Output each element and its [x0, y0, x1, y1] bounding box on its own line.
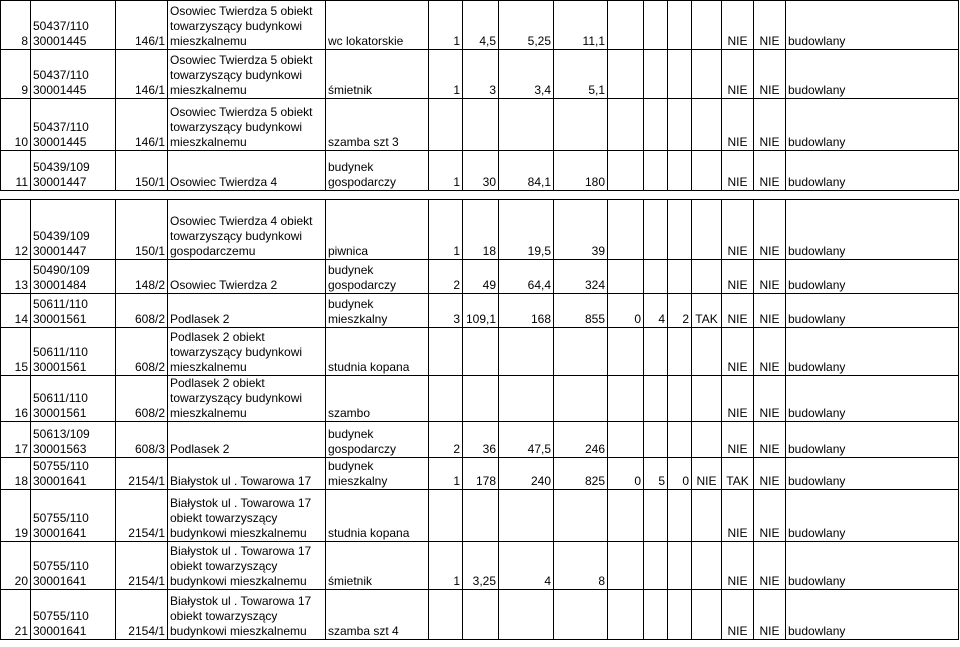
built-area-cell: 3,25 — [463, 542, 499, 590]
storeys-cell: 2 — [429, 260, 463, 294]
cubature-cell: 855 — [554, 294, 608, 328]
storeys-cell: 1 — [429, 50, 463, 99]
flag-f-cell: NIE — [754, 328, 786, 376]
flag-e-cell: NIE — [722, 1, 754, 50]
flag-d-cell — [692, 200, 722, 260]
land-register-cell: 50437/110 30001445 — [31, 99, 116, 151]
built-area-cell — [463, 590, 499, 640]
row-number: 19 — [1, 490, 31, 542]
address-cell: Podlasek 2 — [168, 294, 326, 328]
row-number: 18 — [1, 458, 31, 490]
usable-area-cell: 64,4 — [499, 260, 554, 294]
usable-area-cell: 3,4 — [499, 50, 554, 99]
parcel-cell: 150/1 — [116, 200, 168, 260]
table-row — [1, 50, 959, 99]
table-row — [1, 590, 959, 640]
flag-e-cell: NIE — [722, 490, 754, 542]
row-number: 15 — [1, 328, 31, 376]
parcel-cell: 608/3 — [116, 422, 168, 458]
flag-d-cell — [692, 590, 722, 640]
cubature-cell — [554, 328, 608, 376]
building-type-cell: budynek mieszkalny — [326, 458, 429, 490]
row-number: 20 — [1, 542, 31, 590]
land-register-cell: 50439/109 30001447 — [31, 200, 116, 260]
cubature-cell: 39 — [554, 200, 608, 260]
storeys-cell: 1 — [429, 542, 463, 590]
value-b-cell — [644, 542, 668, 590]
address-cell: Podlasek 2 obiekt towarzyszący budynkowi mieszkalnemu — [168, 328, 326, 376]
flag-e-cell: NIE — [722, 328, 754, 376]
flag-e-cell: NIE — [722, 422, 754, 458]
status-cell: budowlany — [786, 200, 959, 260]
value-b-cell — [644, 590, 668, 640]
flag-e-cell: NIE — [722, 376, 754, 422]
usable-area-cell: 84,1 — [499, 151, 554, 191]
built-area-cell: 3 — [463, 50, 499, 99]
parcel-cell: 150/1 — [116, 151, 168, 191]
building-type-cell: szambo — [326, 376, 429, 422]
cubature-cell — [554, 99, 608, 151]
table-row — [1, 328, 959, 376]
built-area-cell: 36 — [463, 422, 499, 458]
built-area-cell: 178 — [463, 458, 499, 490]
flag-f-cell: NIE — [754, 590, 786, 640]
table-row — [1, 458, 959, 490]
table-row — [1, 260, 959, 294]
row-number: 10 — [1, 99, 31, 151]
status-cell: budowlany — [786, 50, 959, 99]
value-a-cell — [608, 328, 644, 376]
storeys-cell — [429, 376, 463, 422]
value-b-cell — [644, 376, 668, 422]
parcel-cell: 608/2 — [116, 376, 168, 422]
value-c-cell: 0 — [668, 458, 692, 490]
status-cell: budowlany — [786, 376, 959, 422]
row-number: 12 — [1, 200, 31, 260]
row-number: 21 — [1, 590, 31, 640]
cubature-cell: 5,1 — [554, 50, 608, 99]
built-area-cell — [463, 376, 499, 422]
row-number: 13 — [1, 260, 31, 294]
property-table-bottom — [0, 199, 959, 640]
value-a-cell — [608, 1, 644, 50]
building-type-cell: wc lokatorskie — [326, 1, 429, 50]
value-a-cell: 0 — [608, 294, 644, 328]
value-c-cell — [668, 99, 692, 151]
value-a-cell — [608, 151, 644, 191]
flag-d-cell — [692, 422, 722, 458]
land-register-cell: 50490/109 30001484 — [31, 260, 116, 294]
address-cell: Osowiec Twierdza 5 obiekt towarzyszący budynkowi mieszkalnemu — [168, 50, 326, 99]
flag-d-cell — [692, 151, 722, 191]
flag-e-cell: NIE — [722, 542, 754, 590]
usable-area-cell: 19,5 — [499, 200, 554, 260]
value-c-cell — [668, 490, 692, 542]
land-register-cell: 50755/110 30001641 — [31, 490, 116, 542]
row-number: 11 — [1, 151, 31, 191]
value-a-cell — [608, 50, 644, 99]
land-register-cell: 50613/109 30001563 — [31, 422, 116, 458]
flag-e-cell: NIE — [722, 260, 754, 294]
value-b-cell — [644, 200, 668, 260]
land-register-cell: 50755/110 30001641 — [31, 542, 116, 590]
usable-area-cell: 4 — [499, 542, 554, 590]
value-c-cell — [668, 151, 692, 191]
flag-f-cell: NIE — [754, 458, 786, 490]
value-a-cell — [608, 490, 644, 542]
storeys-cell: 1 — [429, 1, 463, 50]
storeys-cell: 2 — [429, 422, 463, 458]
usable-area-cell — [499, 328, 554, 376]
table-row — [1, 376, 959, 422]
value-c-cell: 2 — [668, 294, 692, 328]
land-register-cell: 50611/110 30001561 — [31, 294, 116, 328]
value-b-cell — [644, 50, 668, 99]
usable-area-cell: 168 — [499, 294, 554, 328]
flag-f-cell: NIE — [754, 200, 786, 260]
address-cell: Osowiec Twierdza 2 — [168, 260, 326, 294]
building-type-cell: budynek gospodarczy — [326, 151, 429, 191]
built-area-cell — [463, 328, 499, 376]
value-b-cell — [644, 260, 668, 294]
flag-e-cell: NIE — [722, 50, 754, 99]
flag-f-cell: NIE — [754, 376, 786, 422]
value-a-cell — [608, 542, 644, 590]
cubature-cell: 8 — [554, 542, 608, 590]
flag-f-cell: NIE — [754, 151, 786, 191]
parcel-cell: 146/1 — [116, 99, 168, 151]
status-cell: budowlany — [786, 260, 959, 294]
flag-e-cell: NIE — [722, 151, 754, 191]
row-number: 16 — [1, 376, 31, 422]
address-cell: Osowiec Twierdza 5 obiekt towarzyszący budynkowi mieszkalnemu — [168, 1, 326, 50]
building-type-cell: studnia kopana — [326, 328, 429, 376]
cubature-cell: 246 — [554, 422, 608, 458]
table-row — [1, 151, 959, 191]
parcel-cell: 148/2 — [116, 260, 168, 294]
status-cell: budowlany — [786, 422, 959, 458]
table-row — [1, 99, 959, 151]
building-type-cell: budynek gospodarczy — [326, 422, 429, 458]
cubature-cell — [554, 490, 608, 542]
parcel-cell: 2154/1 — [116, 590, 168, 640]
storeys-cell: 3 — [429, 294, 463, 328]
table-row — [1, 200, 959, 260]
value-c-cell — [668, 422, 692, 458]
flag-f-cell: NIE — [754, 50, 786, 99]
status-cell: budowlany — [786, 590, 959, 640]
value-c-cell — [668, 1, 692, 50]
built-area-cell — [463, 99, 499, 151]
table-row — [1, 294, 959, 328]
row-number: 9 — [1, 50, 31, 99]
value-a-cell — [608, 422, 644, 458]
address-cell: Podlasek 2 obiekt towarzyszący budynkowi mieszkalnemu — [168, 376, 326, 422]
flag-d-cell — [692, 542, 722, 590]
storeys-cell — [429, 99, 463, 151]
flag-d-cell — [692, 260, 722, 294]
usable-area-cell — [499, 490, 554, 542]
cubature-cell: 825 — [554, 458, 608, 490]
land-register-cell: 50437/110 30001445 — [31, 1, 116, 50]
cubature-cell — [554, 590, 608, 640]
value-c-cell — [668, 200, 692, 260]
building-type-cell: studnia kopana — [326, 490, 429, 542]
status-cell: budowlany — [786, 458, 959, 490]
status-cell: budowlany — [786, 328, 959, 376]
status-cell: budowlany — [786, 99, 959, 151]
address-cell: Białystok ul . Towarowa 17 obiekt towarzyszący budynkowi mieszkalnemu — [168, 490, 326, 542]
address-cell: Białystok ul . Towarowa 17 obiekt towarzyszący budynkowi mieszkalnemu — [168, 542, 326, 590]
cubature-cell: 11,1 — [554, 1, 608, 50]
address-cell: Osowiec Twierdza 5 obiekt towarzyszący budynkowi mieszkalnemu — [168, 99, 326, 151]
building-type-cell: budynek mieszkalny — [326, 294, 429, 328]
value-b-cell — [644, 490, 668, 542]
flag-d-cell — [692, 490, 722, 542]
table-row — [1, 490, 959, 542]
parcel-cell: 146/1 — [116, 1, 168, 50]
land-register-cell: 50437/110 30001445 — [31, 50, 116, 99]
flag-f-cell: NIE — [754, 99, 786, 151]
status-cell: budowlany — [786, 1, 959, 50]
flag-d-cell: NIE — [692, 458, 722, 490]
cubature-cell — [554, 376, 608, 422]
value-c-cell — [668, 376, 692, 422]
status-cell: budowlany — [786, 490, 959, 542]
usable-area-cell: 5,25 — [499, 1, 554, 50]
flag-f-cell: NIE — [754, 260, 786, 294]
storeys-cell — [429, 590, 463, 640]
address-cell: Białystok ul . Towarowa 17 obiekt towarzyszący budynkowi mieszkalnemu — [168, 590, 326, 640]
value-b-cell — [644, 422, 668, 458]
address-cell: Białystok ul . Towarowa 17 — [168, 458, 326, 490]
flag-d-cell — [692, 99, 722, 151]
status-cell: budowlany — [786, 294, 959, 328]
value-a-cell: 0 — [608, 458, 644, 490]
flag-e-cell: TAK — [722, 458, 754, 490]
flag-d-cell: TAK — [692, 294, 722, 328]
address-cell: Osowiec Twierdza 4 — [168, 151, 326, 191]
table-row — [1, 542, 959, 590]
built-area-cell: 30 — [463, 151, 499, 191]
value-c-cell — [668, 50, 692, 99]
flag-d-cell — [692, 50, 722, 99]
value-b-cell — [644, 328, 668, 376]
flag-e-cell: NIE — [722, 294, 754, 328]
cubature-cell: 324 — [554, 260, 608, 294]
storeys-cell: 1 — [429, 458, 463, 490]
row-number: 17 — [1, 422, 31, 458]
value-b-cell — [644, 99, 668, 151]
parcel-cell: 2154/1 — [116, 490, 168, 542]
table-row — [1, 1, 959, 50]
value-a-cell — [608, 99, 644, 151]
building-type-cell: szamba szt 3 — [326, 99, 429, 151]
flag-e-cell: NIE — [722, 590, 754, 640]
status-cell: budowlany — [786, 151, 959, 191]
status-cell: budowlany — [786, 542, 959, 590]
address-cell: Osowiec Twierdza 4 obiekt towarzyszący budynkowi gospodarczemu — [168, 200, 326, 260]
storeys-cell: 1 — [429, 151, 463, 191]
building-type-cell: śmietnik — [326, 50, 429, 99]
row-number: 8 — [1, 1, 31, 50]
building-type-cell: piwnica — [326, 200, 429, 260]
value-c-cell — [668, 542, 692, 590]
flag-e-cell: NIE — [722, 200, 754, 260]
value-b-cell: 5 — [644, 458, 668, 490]
land-register-cell: 50439/109 30001447 — [31, 151, 116, 191]
usable-area-cell — [499, 99, 554, 151]
building-type-cell: budynek gospodarczy — [326, 260, 429, 294]
land-register-cell: 50755/110 30001641 — [31, 590, 116, 640]
building-type-cell: śmietnik — [326, 542, 429, 590]
flag-f-cell: NIE — [754, 422, 786, 458]
building-type-cell: szamba szt 4 — [326, 590, 429, 640]
parcel-cell: 146/1 — [116, 50, 168, 99]
table-row — [1, 422, 959, 458]
built-area-cell: 49 — [463, 260, 499, 294]
value-c-cell — [668, 328, 692, 376]
storeys-cell — [429, 490, 463, 542]
value-a-cell — [608, 260, 644, 294]
built-area-cell: 18 — [463, 200, 499, 260]
property-table-top — [0, 0, 959, 191]
land-register-cell: 50611/110 30001561 — [31, 328, 116, 376]
flag-d-cell — [692, 1, 722, 50]
cubature-cell: 180 — [554, 151, 608, 191]
address-cell: Podlasek 2 — [168, 422, 326, 458]
flag-e-cell: NIE — [722, 99, 754, 151]
built-area-cell: 4,5 — [463, 1, 499, 50]
storeys-cell: 1 — [429, 200, 463, 260]
usable-area-cell — [499, 590, 554, 640]
land-register-cell: 50611/110 30001561 — [31, 376, 116, 422]
flag-f-cell: NIE — [754, 294, 786, 328]
usable-area-cell — [499, 376, 554, 422]
usable-area-cell: 47,5 — [499, 422, 554, 458]
flag-f-cell: NIE — [754, 490, 786, 542]
value-b-cell — [644, 1, 668, 50]
parcel-cell: 2154/1 — [116, 542, 168, 590]
flag-d-cell — [692, 376, 722, 422]
value-b-cell — [644, 151, 668, 191]
value-c-cell — [668, 590, 692, 640]
flag-f-cell: NIE — [754, 1, 786, 50]
value-a-cell — [608, 590, 644, 640]
parcel-cell: 608/2 — [116, 294, 168, 328]
built-area-cell: 109,1 — [463, 294, 499, 328]
value-a-cell — [608, 200, 644, 260]
flag-f-cell: NIE — [754, 542, 786, 590]
value-c-cell — [668, 260, 692, 294]
built-area-cell — [463, 490, 499, 542]
parcel-cell: 2154/1 — [116, 458, 168, 490]
value-b-cell: 4 — [644, 294, 668, 328]
flag-d-cell — [692, 328, 722, 376]
value-a-cell — [608, 376, 644, 422]
usable-area-cell: 240 — [499, 458, 554, 490]
land-register-cell: 50755/110 30001641 — [31, 458, 116, 490]
row-number: 14 — [1, 294, 31, 328]
storeys-cell — [429, 328, 463, 376]
parcel-cell: 608/2 — [116, 328, 168, 376]
